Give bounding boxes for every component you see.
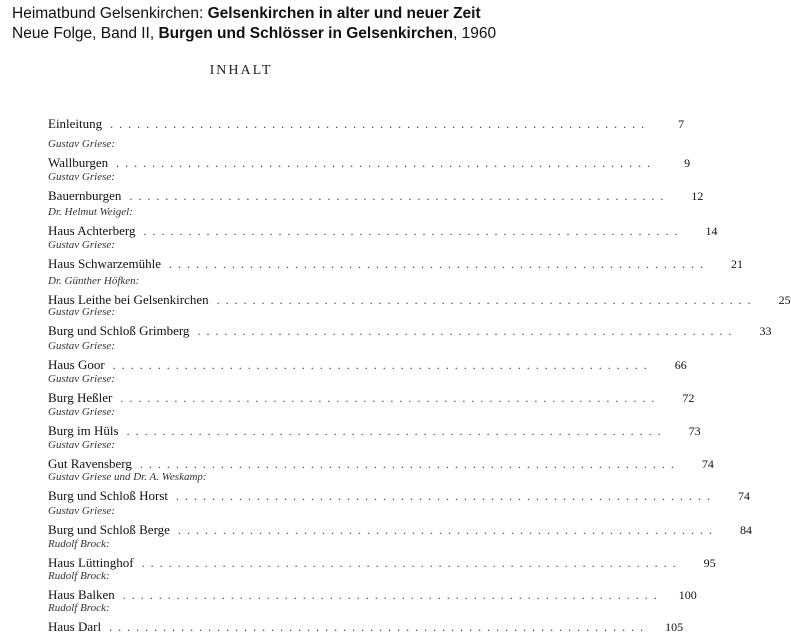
- toc-entry-title: Wallburgen: [48, 155, 109, 170]
- toc-entry-row: [48, 116, 685, 132]
- dot-leader: ............................................................: [120, 391, 661, 405]
- toc-entry-page-number: 72: [682, 391, 695, 405]
- toc-entry-row: [48, 256, 743, 272]
- toc-entry-page-number: 95: [703, 556, 716, 570]
- toc-entry-page-number: 14: [705, 224, 718, 238]
- toc-entry-author: Gustav Griese:: [48, 239, 115, 251]
- toc-entry-title: Burg und Schloß Grimberg: [48, 323, 190, 338]
- toc-entry-row: [48, 555, 716, 571]
- toc-entry-title: Haus Lüttinghof: [48, 555, 134, 570]
- toc-entry-row: [48, 188, 704, 204]
- toc-entry-author: Gustav Griese:: [48, 171, 115, 183]
- toc-entry-page-number: 12: [691, 189, 704, 203]
- dot-leader: ............................................................: [176, 489, 717, 503]
- toc-entry-page-number: 25: [778, 293, 791, 307]
- toc-entry-page-number: 7: [678, 117, 685, 131]
- toc-entry-page-number: 9: [684, 156, 691, 170]
- toc-entry-row: [48, 357, 687, 373]
- toc-entry-title: Burg im Hüls: [48, 423, 119, 438]
- toc-entry-author: Gustav Griese:: [48, 439, 115, 451]
- toc-entry-page-number: 33: [759, 324, 772, 338]
- toc-entry-title: Haus Achterberg: [48, 223, 136, 238]
- dot-leader: ............................................................: [139, 457, 680, 471]
- series-title: Gelsenkirchen in alter und neuer Zeit: [207, 5, 481, 22]
- dot-leader: ............................................................: [169, 257, 709, 271]
- dot-leader: ............................................................: [122, 588, 663, 602]
- toc-entry-row: [48, 223, 718, 239]
- toc-entry-author: Gustav Griese:: [48, 373, 115, 385]
- dot-leader: ............................................................: [216, 293, 757, 307]
- toc-entry-title: Burg und Schloß Berge: [48, 522, 170, 537]
- publication-year: , 1960: [453, 25, 497, 42]
- toc-entry-page-number: 74: [738, 489, 751, 503]
- toc-entry-author: Rudolf Brock:: [48, 538, 110, 550]
- toc-entry-row: [48, 619, 684, 635]
- toc-entry-author: Gustav Griese:: [48, 340, 115, 352]
- toc-entry-page-number: 84: [739, 523, 752, 537]
- series-name: Heimatbund Gelsenkirchen:: [12, 5, 208, 22]
- toc-entry-title: Burg und Schloß Horst: [48, 488, 169, 503]
- toc-entry-row: [48, 488, 751, 504]
- toc-entry-page-number: 74: [701, 457, 714, 471]
- toc-entry-page-number: 66: [674, 358, 687, 372]
- toc-entry-author: Gustav Griese und Dr. A. Weskamp:: [48, 471, 207, 483]
- toc-entry-title: Gut Ravensberg: [48, 456, 132, 471]
- toc-entry-row: [48, 587, 697, 603]
- toc-entry-author: Rudolf Brock:: [48, 602, 110, 614]
- dot-leader: ............................................................: [116, 156, 657, 170]
- toc-entry-author: Gustav Griese:: [48, 406, 115, 418]
- toc-entry-row: [48, 155, 691, 171]
- toc-entry-row: [48, 423, 701, 439]
- dot-leader: ............................................................: [143, 224, 684, 238]
- toc-entry-title: Einleitung: [48, 116, 103, 131]
- toc-entry-title: Haus Leithe bei Gelsenkirchen: [48, 292, 209, 307]
- toc-entry-page-number: 21: [731, 257, 743, 271]
- toc-entry-author: Gustav Griese:: [48, 306, 115, 318]
- toc-entry-title: Haus Balken: [48, 587, 115, 602]
- toc-entry-title: Burg Heßler: [48, 390, 113, 405]
- contents-heading: INHALT: [209, 63, 273, 78]
- toc-entry-author: Gustav Griese:: [48, 138, 115, 150]
- toc-entry-author: Dr. Günther Höfken:: [48, 275, 140, 287]
- volume-title: Burgen und Schlösser in Gelsenkirchen: [158, 25, 454, 42]
- toc-entry-title: Bauernburgen: [48, 188, 122, 203]
- toc-entry-page-number: 105: [665, 620, 684, 634]
- dot-leader: ............................................................: [126, 424, 667, 438]
- toc-entry-row: [48, 456, 714, 472]
- toc-entry-row: [48, 522, 752, 538]
- dot-leader: ............................................................: [141, 556, 682, 570]
- toc-entry-row: [48, 390, 695, 406]
- toc-entry-title: Haus Schwarzemühle: [48, 256, 161, 271]
- toc-entry-title: Haus Goor: [48, 357, 105, 372]
- toc-entry-page-number: 100: [678, 588, 697, 602]
- volume-info: Neue Folge, Band II,: [12, 25, 159, 42]
- toc-entry-author: Dr. Helmut Weigel:: [48, 206, 133, 218]
- dot-leader: ............................................................: [177, 523, 718, 537]
- dot-leader: ............................................................: [112, 358, 653, 372]
- dot-leader: ............................................................: [129, 189, 670, 203]
- dot-leader: ............................................................: [109, 620, 650, 634]
- dot-leader: ............................................................: [110, 117, 651, 131]
- toc-entry-row: [48, 323, 772, 339]
- dot-leader: ............................................................: [197, 324, 738, 338]
- toc-entry-author: Gustav Griese:: [48, 505, 115, 517]
- toc-entry-page-number: 73: [688, 424, 701, 438]
- toc-entry-author: Rudolf Brock:: [48, 570, 110, 582]
- toc-entry-title: Haus Darl: [48, 619, 102, 634]
